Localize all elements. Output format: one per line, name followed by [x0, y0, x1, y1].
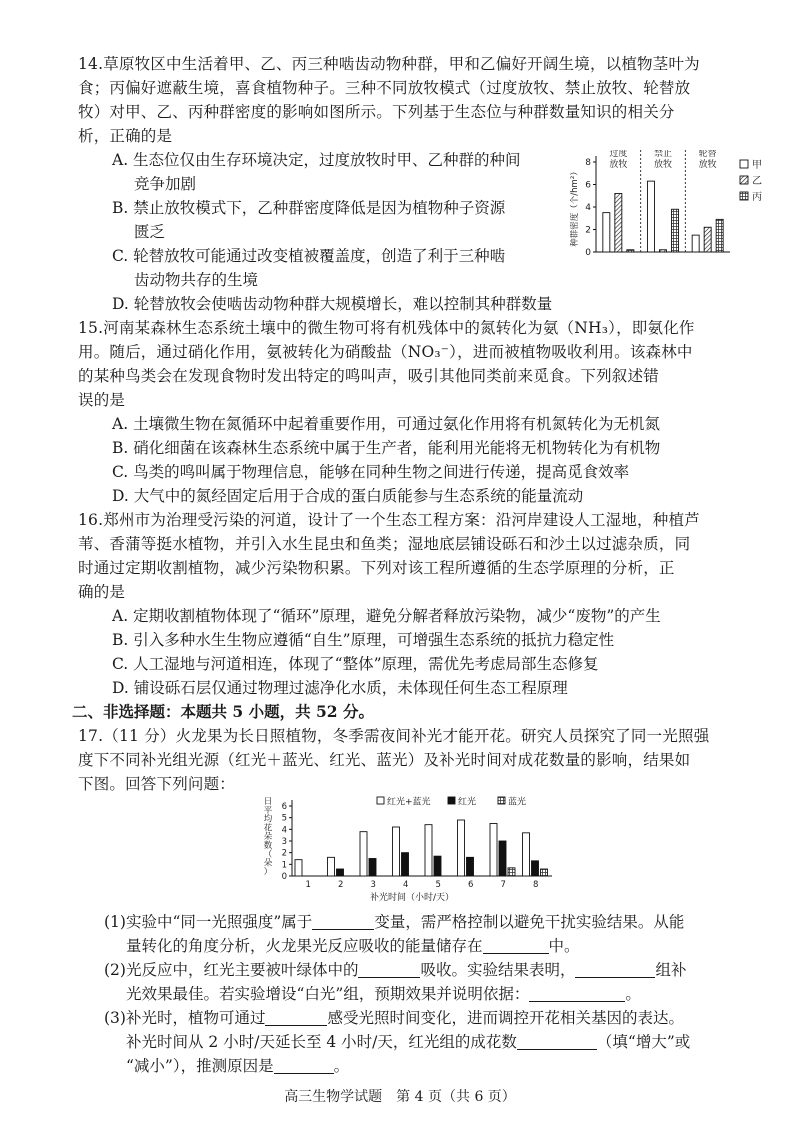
q17-sub1-line1	[104, 910, 684, 934]
x-tick-label: 6	[468, 880, 474, 890]
legend-label: 甲	[752, 160, 762, 171]
q17-sub1-text-c: 量转化的角度分析，火龙果光反应吸收的能量储存在	[126, 937, 483, 955]
q17-sub2-text-b: 吸收。实验结果表明，	[420, 961, 576, 979]
q17-line: 度下不同补光组光源（红光＋蓝光、红光、蓝光）及补光时间对成花数量的影响，结果如	[78, 751, 691, 769]
q17-line: 下图。回答下列问题：	[78, 775, 236, 793]
bar	[393, 827, 400, 876]
legend-swatch	[377, 797, 384, 804]
q16-option-b: B. 引入多种水生生物应遵循“自生”原理，可增强生态系统的抵抗力稳定性	[112, 631, 615, 649]
x-tick-label: 1	[305, 880, 311, 890]
q17-sub3-line2	[126, 1030, 690, 1054]
bar	[532, 861, 539, 876]
bar	[402, 853, 409, 876]
category-label-bottom: 放牧	[609, 160, 628, 170]
bar	[490, 824, 497, 877]
q16-line: 时通过定期收割植物，减少污染物积累。下列对该工程所遵循的生态学原理的分析，正	[78, 559, 675, 577]
q14-line: 牧）对甲、乙、丙种群密度的影响如图所示。下列基于生态位与种群数量知识的相关分	[78, 103, 675, 121]
y-axis-label-char: 朵	[263, 858, 273, 869]
legend-swatch	[740, 192, 748, 200]
bar	[458, 820, 465, 876]
q17-sub2-text-e: 。	[625, 985, 641, 1003]
y-tick-label: 6	[281, 802, 287, 812]
bar	[337, 869, 344, 876]
category-label-bottom: 放牧	[653, 160, 673, 170]
q15-option-c: C. 鸟类的鸣叫属于物理信息，能够在同种生物之间进行传递，提高觅食效率	[112, 463, 630, 481]
q16-line: 16.郑州市为治理受污染的河道，设计了一个生态工程方案：沿河岸建设人工湿地，种植芦	[78, 511, 700, 529]
y-axis-label-char: 数	[263, 841, 273, 851]
q15-line: 的某种鸟类会在发现食物时发出特定的鸣叫声，吸引其他同类前来觅食。下列叙述错	[78, 367, 659, 385]
y-tick-label: 0	[281, 872, 287, 882]
y-tick-label: 5	[281, 813, 287, 824]
answer-blank-3[interactable]	[358, 961, 420, 978]
bar	[716, 219, 723, 252]
q17-sub3-text-f: 。	[333, 1057, 350, 1075]
q16-line: 苇、香蒲等挺水植物，并引入水生昆虫和鱼类；湿地底层铺设砾石和沙土以过滤杂质，同	[78, 535, 691, 553]
x-tick-label: 8	[533, 880, 539, 890]
bar	[425, 825, 432, 876]
q14-option-d: D. 轮替放牧会使啮齿动物种群大规模增长，难以控制其种群数量	[112, 295, 553, 313]
y-tick-label: 8	[585, 158, 591, 168]
y-axis-label-char: 朵	[263, 832, 273, 843]
q17-sub3-text-a: (3)补光时，植物可通过	[104, 1009, 266, 1027]
category-label-top: 禁止	[653, 150, 673, 159]
bar	[692, 235, 699, 252]
y-tick-label: 0	[585, 248, 591, 258]
bar	[295, 860, 302, 876]
x-axis-label: 补光时间（小时/天）	[369, 893, 455, 902]
q14-option-b-cont: 匮乏	[134, 223, 166, 241]
y-tick-label: 6	[585, 180, 591, 191]
q17-sub3-text-d: （填“增大”或	[596, 1033, 691, 1051]
y-axis-label-char: 花	[263, 823, 273, 834]
q17-line: 17.（11 分）火龙果为长日照植物，冬季需夜间补光才能开花。研究人员探究了同一光照强	[78, 727, 710, 745]
answer-blank-8[interactable]	[274, 1057, 334, 1074]
q17-sub3-text-c: 补光时间从 2 小时/天延长至 4 小时/天，红光组的成花数	[126, 1033, 517, 1051]
q17-sub3-line1	[104, 1006, 684, 1030]
legend-swatch	[448, 797, 455, 804]
legend-label: 红光	[458, 797, 477, 808]
bar	[328, 857, 335, 876]
y-tick-label: 1	[281, 860, 287, 871]
q14-line: 食；丙偏好遮蔽生境，喜食植物种子。三种不同放牧模式（过度放牧、禁止放牧、轮替放	[78, 79, 691, 97]
q14-line: 析，正确的是	[78, 127, 173, 145]
q15-line: 误的是	[78, 391, 126, 409]
q14-option-a: A. 生态位仅由生存环境决定，过度放牧时甲、乙种群的种间	[112, 151, 521, 169]
bar	[541, 869, 548, 876]
q17-sub1-line2	[126, 934, 580, 958]
legend-label: 丙	[752, 192, 762, 203]
q17-sub3-line3	[126, 1054, 349, 1078]
y-axis-label-char: （	[263, 849, 273, 860]
answer-blank-4[interactable]	[575, 961, 655, 978]
q14-option-c: C. 轮替放牧可能通过改变植被覆盖度，创造了利于三种啮	[112, 247, 506, 265]
question-15-stem	[78, 316, 768, 412]
bar	[704, 227, 711, 252]
bar	[523, 833, 530, 876]
bar	[672, 209, 679, 252]
category-label-top: 轮替	[698, 150, 717, 159]
bar	[508, 868, 515, 876]
page-footer: 高三生物学试题 第 4 页（共 6 页）	[284, 1089, 516, 1105]
category-label-top: 过度	[609, 150, 628, 159]
answer-blank-1[interactable]	[312, 913, 374, 930]
section-2-heading: 二、非选择题：本题共 5 小题，共 52 分。	[72, 702, 374, 721]
q16-option-c: C. 人工湿地与河道相连，体现了“整体”原理，需优先考虑局部生态修复	[112, 655, 599, 673]
legend-label: 红光+蓝光	[387, 797, 431, 808]
y-tick-label: 2	[281, 848, 287, 859]
q17-sub2-text-d: 光效果最佳。若实验增设“白光”组，预期效果并说明依据：	[126, 985, 530, 1003]
y-tick-label: 2	[585, 225, 591, 236]
y-tick-label: 4	[585, 203, 591, 213]
q14-option-b: B. 禁止放牧模式下，乙种群密度降低是因为植物种子资源	[112, 199, 506, 217]
x-tick-label: 2	[338, 880, 344, 890]
question-17-stem	[78, 724, 768, 796]
x-tick-label: 4	[403, 880, 409, 890]
q17-sub2-text-a: (2)光反应中，红光主要被叶绿体中的	[104, 961, 359, 979]
legend-label: 蓝光	[508, 797, 527, 808]
bar	[499, 841, 506, 876]
y-tick-label: 4	[281, 825, 287, 836]
bar	[603, 213, 610, 252]
bar	[434, 856, 441, 876]
legend-swatch	[740, 160, 748, 168]
question-14-stem	[78, 52, 768, 148]
q17-sub2-line1	[104, 958, 687, 982]
x-tick-label: 5	[435, 880, 441, 890]
q17-sub3-text-e: “减小”），推测原因是	[126, 1057, 274, 1075]
q17-sub3-text-b: 感受光照时间变化，进而调控开花相关基因的表达。	[327, 1009, 684, 1027]
y-axis-label: 种群密度（个/hm²）	[570, 167, 580, 247]
flowering-chart	[262, 796, 562, 902]
q15-line: 15.河南某森林生态系统土壤中的微生物可将有机残体中的氮转化为氨（NH₃），即氨化作	[78, 319, 695, 337]
q17-sub1-text-d: 中。	[548, 937, 580, 955]
y-axis-label-char: 平	[263, 805, 273, 816]
q16-line: 确的是	[78, 583, 126, 601]
answer-blank-7[interactable]	[517, 1033, 597, 1050]
bar	[660, 250, 667, 252]
q14-line: 14.草原牧区中生活着甲、乙、丙三种啮齿动物种群，甲和乙偏好开阔生境，以植物茎叶为	[78, 55, 700, 73]
bar	[369, 859, 376, 877]
question-16-stem	[78, 508, 768, 604]
y-tick-label: 3	[281, 837, 287, 847]
answer-blank-6[interactable]	[265, 1009, 327, 1026]
answer-blank-2[interactable]	[483, 937, 549, 954]
q17-sub2-line2	[126, 982, 641, 1006]
q17-sub1-text-b: 变量，需严格控制以避免干扰实验结果。从能	[374, 913, 685, 931]
bar	[615, 194, 622, 253]
q15-option-d: D. 大气中的氮经固定后用于合成的蛋白质能参与生态系统的能量流动	[112, 487, 584, 505]
q16-option-d: D. 铺设砾石层仅通过物理过滤净化水质，未体现任何生态工程原理	[112, 679, 568, 697]
legend-swatch	[740, 176, 748, 184]
category-label-bottom: 放牧	[698, 160, 717, 170]
y-axis-label-char: 均	[263, 814, 273, 825]
q15-option-b: B. 硝化细菌在该森林生态系统中属于生产者，能利用光能将无机物转化为有机物	[112, 439, 661, 457]
y-axis-label	[264, 797, 273, 877]
bar	[360, 832, 367, 876]
legend-label: 乙	[752, 176, 762, 187]
q14-option-a-cont: 竞争加剧	[134, 175, 197, 193]
grazing-density-chart	[570, 150, 790, 268]
x-tick-label: 3	[370, 880, 376, 890]
q15-option-a: A. 土壤微生物在氮循环中起着重要作用，可通过氨化作用将有机氮转化为无机氮	[112, 415, 661, 433]
bar	[648, 181, 655, 252]
legend-swatch	[498, 797, 505, 804]
q17-sub1-text-a: (1)实验中“同一光照强度”属于	[104, 913, 313, 931]
q14-option-c-cont: 齿动物共存的生境	[134, 271, 259, 289]
q15-line: 用。随后，通过硝化作用，氨被转化为硝酸盐（NO₃⁻），进而被植物吸收利用。该森林中	[78, 343, 693, 361]
y-axis-label-char: 日	[263, 797, 273, 807]
bar	[627, 250, 634, 252]
q16-option-a: A. 定期收割植物体现了“循环”原理，避免分解者释放污染物，减少“废物”的产生	[112, 607, 661, 625]
q17-sub2-text-c: 组补	[655, 961, 687, 979]
bar	[467, 857, 474, 876]
x-tick-label: 7	[500, 880, 506, 890]
y-axis-label-char: ）	[263, 867, 273, 878]
answer-blank-5[interactable]	[529, 985, 625, 1002]
